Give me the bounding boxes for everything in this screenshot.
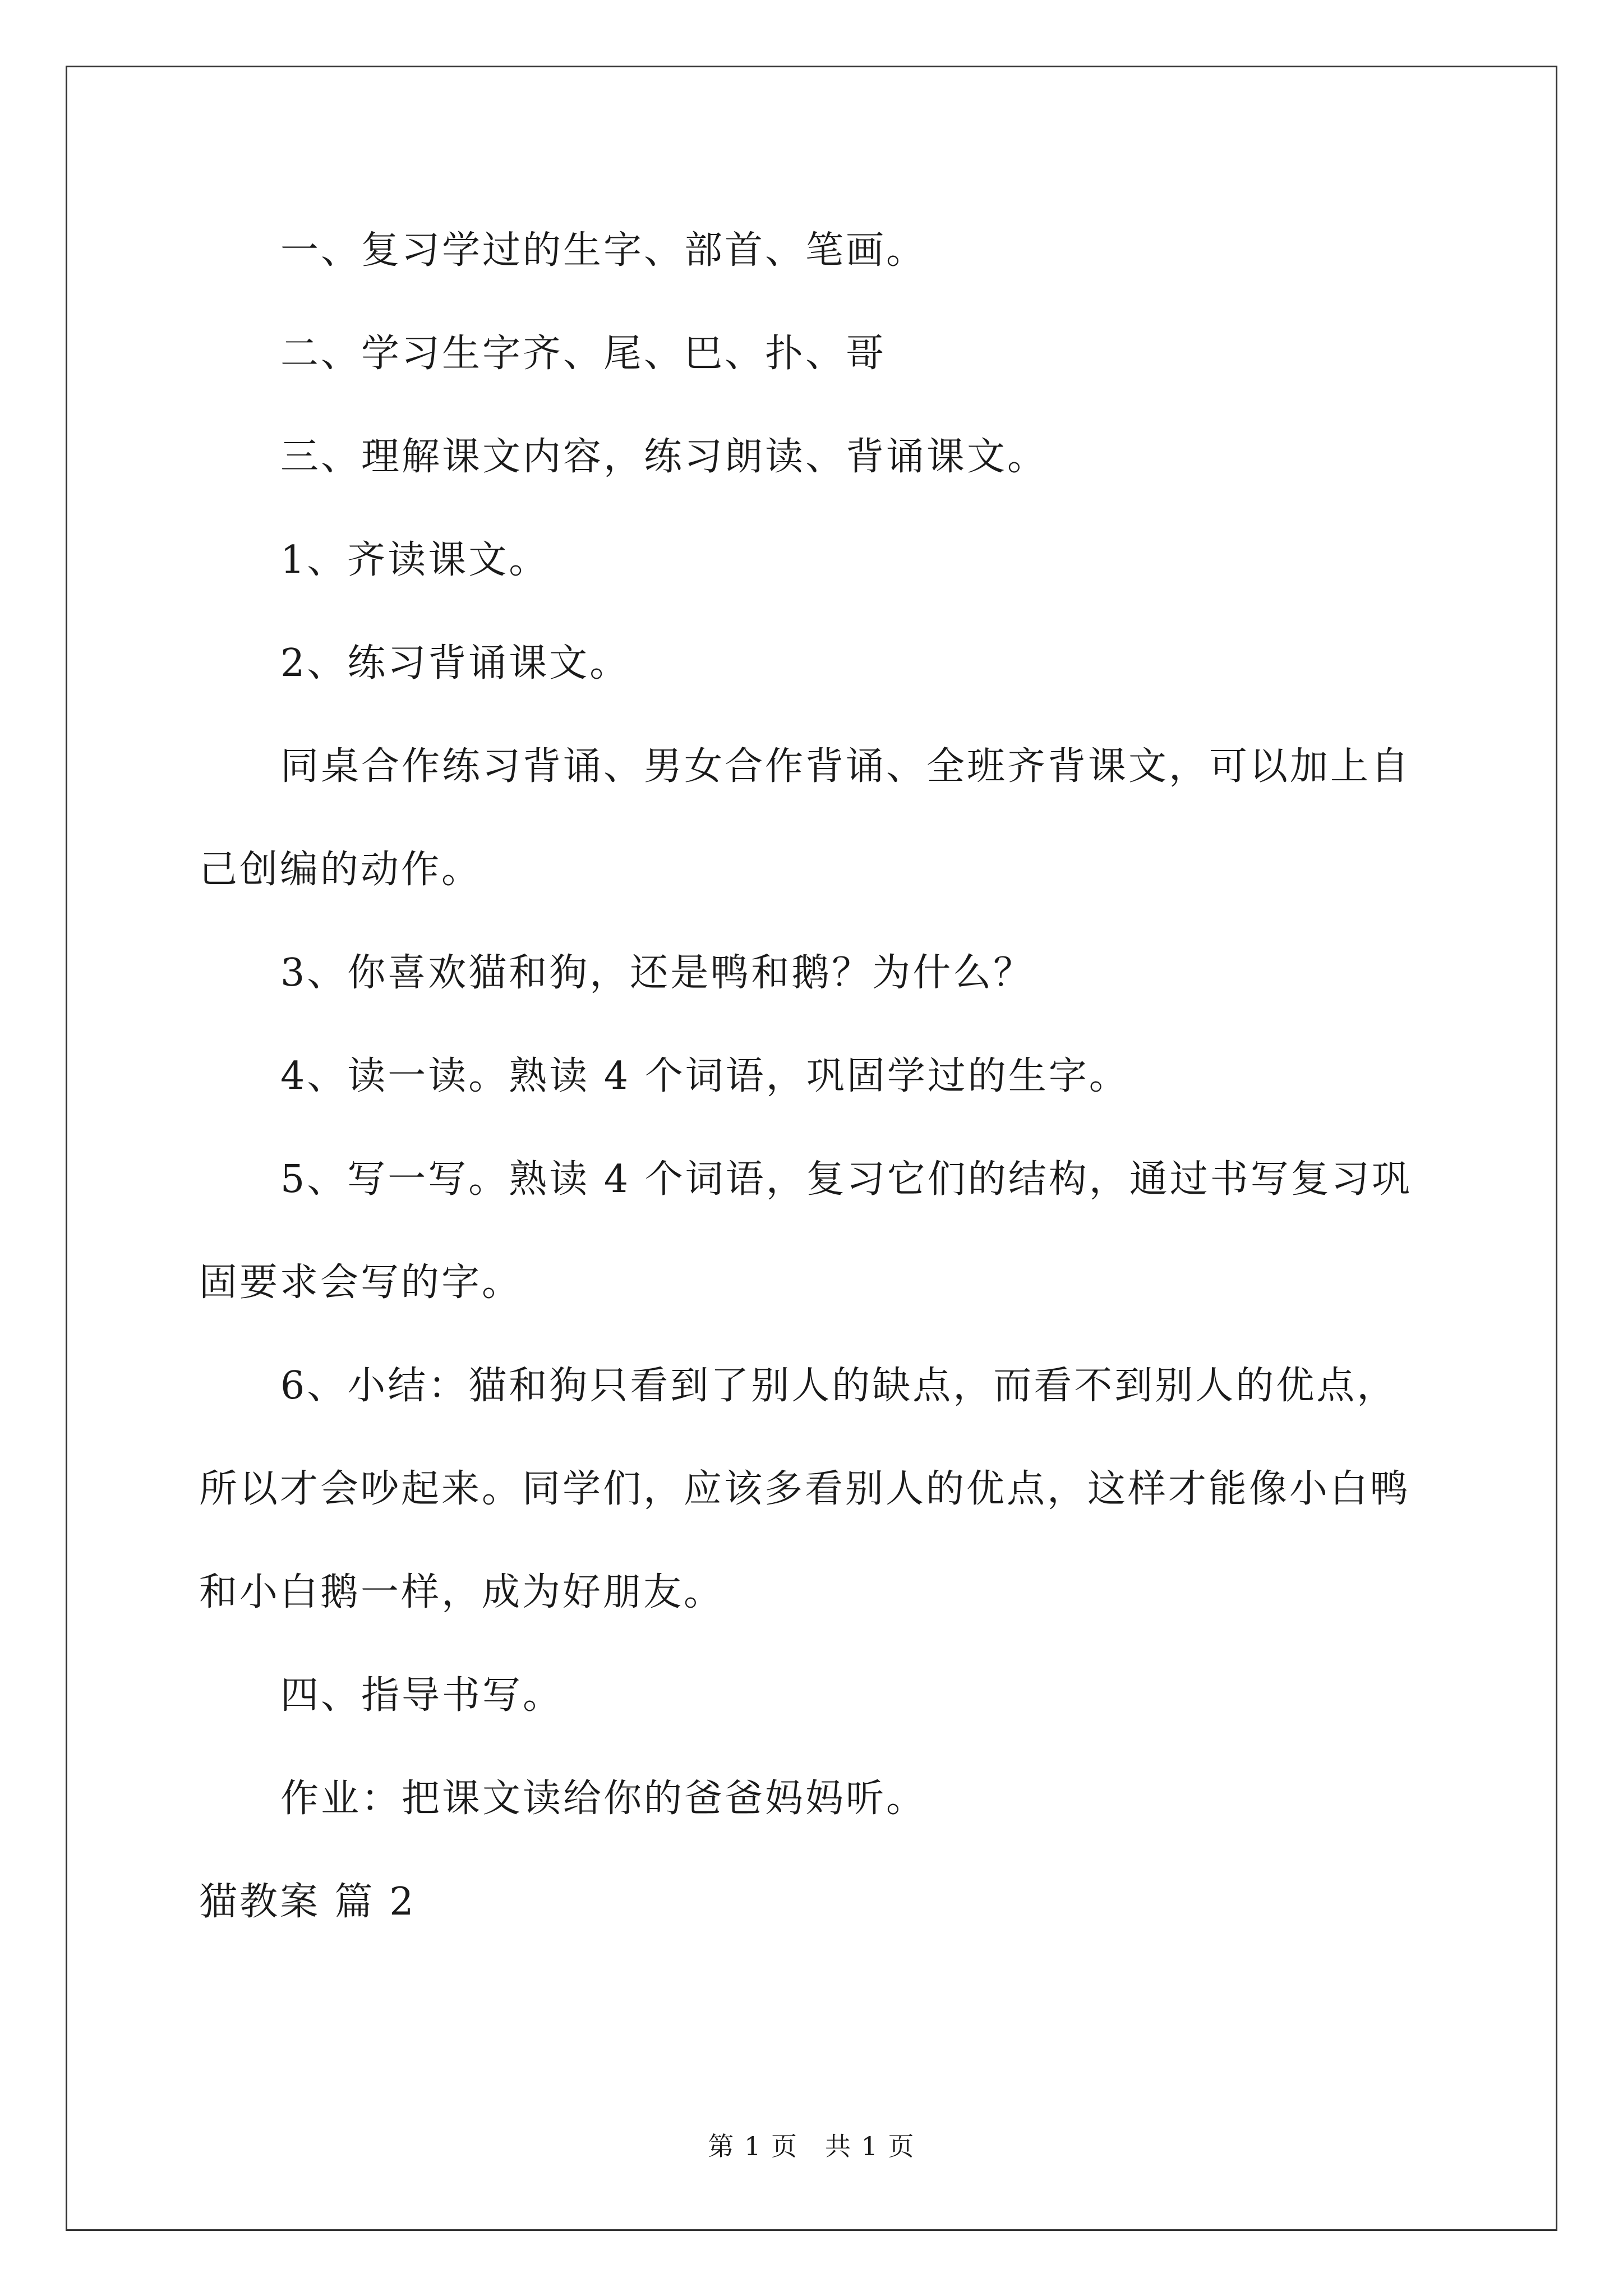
paragraph: 作业：把课文读给你的爸爸妈妈听。 — [280, 1777, 927, 1821]
paragraph: 三、理解课文内容，练习朗读、背诵课文。 — [280, 435, 1048, 479]
paragraph: 二、学习生字齐、尾、巴、扑、哥 — [280, 332, 887, 376]
paragraph: 5、写一写。熟读 4 个词语，复习它们的结构，通过书写复习巩固要求会写的字。 — [199, 1157, 1412, 1305]
paragraph: 3、你喜欢猫和狗，还是鸭和鹅？为什么？ — [280, 951, 1034, 995]
page-footer: 第 1 页 共 1 页 — [708, 2131, 915, 2161]
paragraph: 同桌合作练习背诵、男女合作背诵、全班齐背课文，可以加上自己创编的动作。 — [199, 744, 1412, 892]
section-heading: 猫教案 篇 2 — [199, 1880, 416, 1924]
paragraph: 4、读一读。熟读 4 个词语，巩固学过的生字。 — [280, 1054, 1129, 1098]
paragraph: 1、齐读课文。 — [280, 538, 550, 582]
paragraph: 四、指导书写。 — [280, 1673, 564, 1718]
paragraph: 6、小结：猫和狗只看到了别人的缺点，而看不到别人的优点，所以才会吵起来。同学们，应该多看别人的优点，这样才能像小白鸭和小白鹅一样，成为好朋友。 — [199, 1364, 1411, 1614]
paragraph: 2、练习背诵课文。 — [280, 641, 630, 685]
paragraph: 一、复习学过的生字、部首、笔画。 — [280, 228, 927, 273]
document-body — [199, 199, 1422, 1954]
